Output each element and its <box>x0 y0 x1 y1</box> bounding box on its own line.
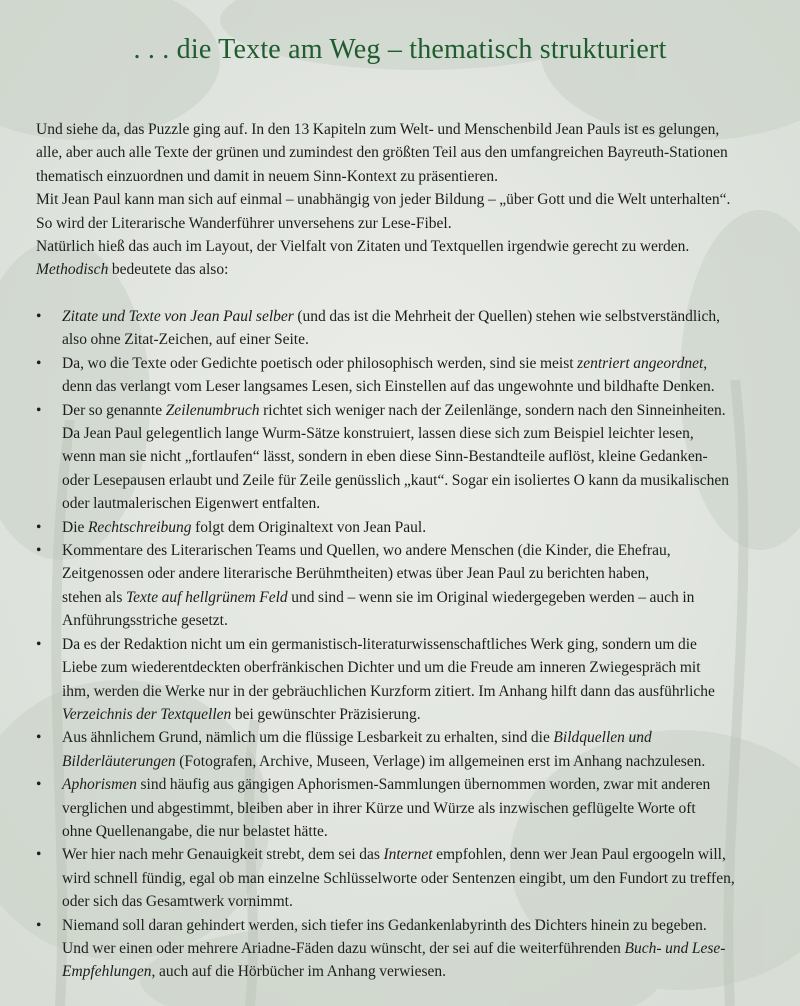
bullet-line <box>62 586 774 609</box>
text-segment: oder sich das Gesamtwerk vornimmt. <box>62 893 293 911</box>
text-segment: Da, wo die Texte oder Gedichte poetisch oder philosophisch werden, sind sie meist <box>62 354 578 372</box>
intro-paragraph <box>36 118 776 282</box>
bullet-item <box>36 539 774 633</box>
intro-text: bedeutete das also: <box>108 261 229 279</box>
bullet-item <box>36 352 774 399</box>
bullet-line <box>62 399 774 422</box>
bullet-line <box>62 375 774 398</box>
bullet-marker: • <box>36 308 42 325</box>
intro-line: thematisch einzuordnen und damit in neuem Sinn-Kontext zu präsentieren. <box>36 167 499 185</box>
bullet-marker: • <box>36 729 42 747</box>
intro-line: So wird der Literarische Wanderführer unversehens zur Lese-Fibel. <box>36 214 452 232</box>
bullet-item <box>36 914 774 984</box>
text-segment: Der so genannte <box>62 401 166 419</box>
text-segment: Da es der Redaktion nicht um ein germanistisch-literaturwissenschaftliches Werk ging, sondern um die <box>62 635 697 653</box>
text-segment: , <box>703 354 708 372</box>
bullet-line <box>62 797 774 820</box>
bullet-line <box>62 773 774 796</box>
bullet-line <box>62 867 774 890</box>
bullet-line <box>62 726 774 749</box>
text-segment: sind häufig aus gängigen Aphorismen-Sammlungen übernommen worden, zwar mit anderen <box>136 776 711 794</box>
text-segment: Zeitgenossen oder andere literarische Berühmtheiten) etwas über Jean Paul zu berichten haben, <box>62 565 650 583</box>
bullet-line <box>62 609 774 632</box>
text-segment: wird schnell fündig, egal ob man einzelne Schlüsselworte oder Sentenzen eingibt, um den Fundort zu treffen, <box>62 869 735 887</box>
emphasized-text: Aphorismen <box>62 776 137 794</box>
text-segment: (und das ist die Mehrheit der Quellen) stehen wie selbstverständlich, <box>293 308 720 325</box>
emphasized-text: Bilderläuterungen <box>62 752 176 770</box>
emphasized-text: Zeilenumbruch <box>165 401 260 419</box>
text-segment: Kommentare des Literarischen Teams und Quellen, wo andere Menschen (die Kinder, die Ehefrau, <box>62 542 671 560</box>
text-segment: , auch auf die Hörbücher im Anhang verwiesen. <box>151 963 446 981</box>
bullet-line <box>62 539 774 562</box>
emphasized-text: Zitate und Texte von Jean Paul selber <box>62 308 294 325</box>
emphasized-text: Empfehlungen <box>62 963 152 981</box>
bullet-line <box>62 492 774 515</box>
bullet-line <box>62 469 774 492</box>
bullet-line <box>62 305 774 328</box>
bullet-item <box>36 399 774 516</box>
text-segment: empfohlen, denn wer Jean Paul ergoogeln will, <box>432 846 726 864</box>
text-segment: Aus ähnlichem Grund, nämlich um die flüssige Lesbarkeit zu erhalten, sind die <box>62 729 554 747</box>
bullet-line <box>62 914 774 937</box>
bullet-marker: • <box>36 354 42 372</box>
intro-line: alle, aber auch alle Texte der grünen und zumindest den größten Teil aus den umfangreichen Bayreuth-Stationen <box>36 144 728 162</box>
text-segment: stehen als <box>62 588 126 606</box>
bullet-item <box>36 516 774 539</box>
text-segment: verglichen und abgestimmt, bleiben aber in ihrer Kürze und Würze als inzwischen geflügelte Worte oft <box>62 799 696 817</box>
bullet-marker: • <box>36 846 42 864</box>
bullet-item <box>36 726 774 773</box>
bullet-marker: • <box>36 916 42 934</box>
bullet-item <box>36 633 774 727</box>
emphasized-text: Rechtschreibung <box>87 518 192 536</box>
bullet-line <box>62 562 774 585</box>
text-segment: oder Lesepausen erlaubt und Zeile für Zeile genüsslich „kaut“. Sogar ein isoliertes O kann da musikalischen <box>62 471 729 489</box>
bullet-line <box>62 422 774 445</box>
bullet-line <box>62 703 774 726</box>
text-segment: Anführungsstriche gesetzt. <box>62 612 228 630</box>
emphasized-text: Internet <box>383 846 433 864</box>
intro-emphasis: Methodisch <box>36 261 109 279</box>
bullet-item <box>36 773 774 843</box>
bullet-line <box>62 516 774 539</box>
text-segment: Niemand soll daran gehindert werden, sich tiefer ins Gedankenlabyrinth des Dichters hinein zu begeben. <box>62 916 707 934</box>
text-segment: Da Jean Paul gelegentlich lange Wurm-Sätze konstruiert, lassen diese sich zum Beispiel leichter lesen, <box>62 425 694 443</box>
bullet-line <box>62 750 774 773</box>
text-segment: bei gewünschter Präzisierung. <box>231 705 421 723</box>
bullet-marker: • <box>36 635 42 653</box>
text-segment: oder lautmalerischen Eigenwert entfalten. <box>62 495 321 513</box>
text-segment: Und wer einen oder mehrere Ariadne-Fäden dazu wünscht, der sei auf die weiterführenden <box>62 939 625 957</box>
bullet-marker: • <box>36 542 42 560</box>
text-segment: denn das verlangt vom Leser langsames Lesen, sich Einstellen auf das ungewohnte und bildhafte Denken. <box>62 378 715 396</box>
bullet-line <box>62 656 774 679</box>
bullet-marker: • <box>36 401 42 419</box>
text-segment: Liebe zum wiederentdeckten oberfränkischen Dichter und um die Freude am inneren Zwiegespräch mit <box>62 659 701 677</box>
text-segment: Wer hier nach mehr Genauigkeit strebt, dem sei das <box>62 846 384 864</box>
bullet-line <box>62 445 774 468</box>
emphasized-text: Texte auf hellgrünem Feld <box>125 588 288 606</box>
emphasized-text: Buch- und Lese- <box>624 939 726 957</box>
text-segment: richtet sich weniger nach der Zeilenlänge, sondern nach den Sinneinheiten. <box>259 401 726 419</box>
intro-line <box>36 258 776 281</box>
bullet-item <box>36 843 774 913</box>
page-title: . . . die Texte am Weg – thematisch strukturiert <box>133 34 667 65</box>
method-bullet-list <box>36 305 774 984</box>
bullet-line <box>62 328 774 351</box>
text-segment: ohne Quellenangabe, die nur belastet hätte. <box>62 822 328 840</box>
bullet-marker: • <box>36 518 42 536</box>
text-segment: wenn man sie nicht „fortlaufen“ lässt, sondern in eben diese Sinn-Bestandteile auflöst, kleine Gedanken- <box>62 448 708 466</box>
bullet-line <box>62 890 774 913</box>
text-segment: und sind – wenn sie im Original wiedergegeben werden – auch in <box>287 588 695 606</box>
emphasized-text: Bildquellen und <box>553 729 652 747</box>
intro-line: Natürlich hieß das auch im Layout, der Vielfalt von Zitaten und Textquellen irgendwie gerecht zu werden. <box>36 238 690 256</box>
intro-line: Mit Jean Paul kann man sich auf einmal – unabhängig von jeder Bildung – „über Gott und die Welt unterhalten“. <box>36 191 731 209</box>
bullet-line <box>62 960 774 983</box>
bullet-line <box>62 680 774 703</box>
text-segment: folgt dem Originaltext von Jean Paul. <box>191 518 427 536</box>
text-segment: Die <box>62 518 88 536</box>
emphasized-text: zentriert angeordnet <box>577 354 704 372</box>
bullet-marker: • <box>36 776 42 794</box>
text-segment: also ohne Zitat-Zeichen, auf einer Seite. <box>62 331 309 349</box>
intro-line: Und siehe da, das Puzzle ging auf. In den 13 Kapiteln zum Welt- und Menschenbild Jean Pauls ist es gelungen, <box>36 121 720 138</box>
bullet-line <box>62 843 774 866</box>
emphasized-text: Verzeichnis der Textquellen <box>62 705 232 723</box>
bullet-line <box>62 633 774 656</box>
text-segment: (Fotografen, Archive, Museen, Verlage) im allgemeinen erst im Anhang nachzulesen. <box>175 752 706 770</box>
text-segment: ihm, werden die Werke nur in der gebräuchlichen Kurzform zitiert. Im Anhang hilft dann das ausführliche <box>62 682 715 700</box>
bullet-line <box>62 937 774 960</box>
bullet-line <box>62 352 774 375</box>
bullet-item <box>36 305 774 352</box>
bullet-line <box>62 820 774 843</box>
